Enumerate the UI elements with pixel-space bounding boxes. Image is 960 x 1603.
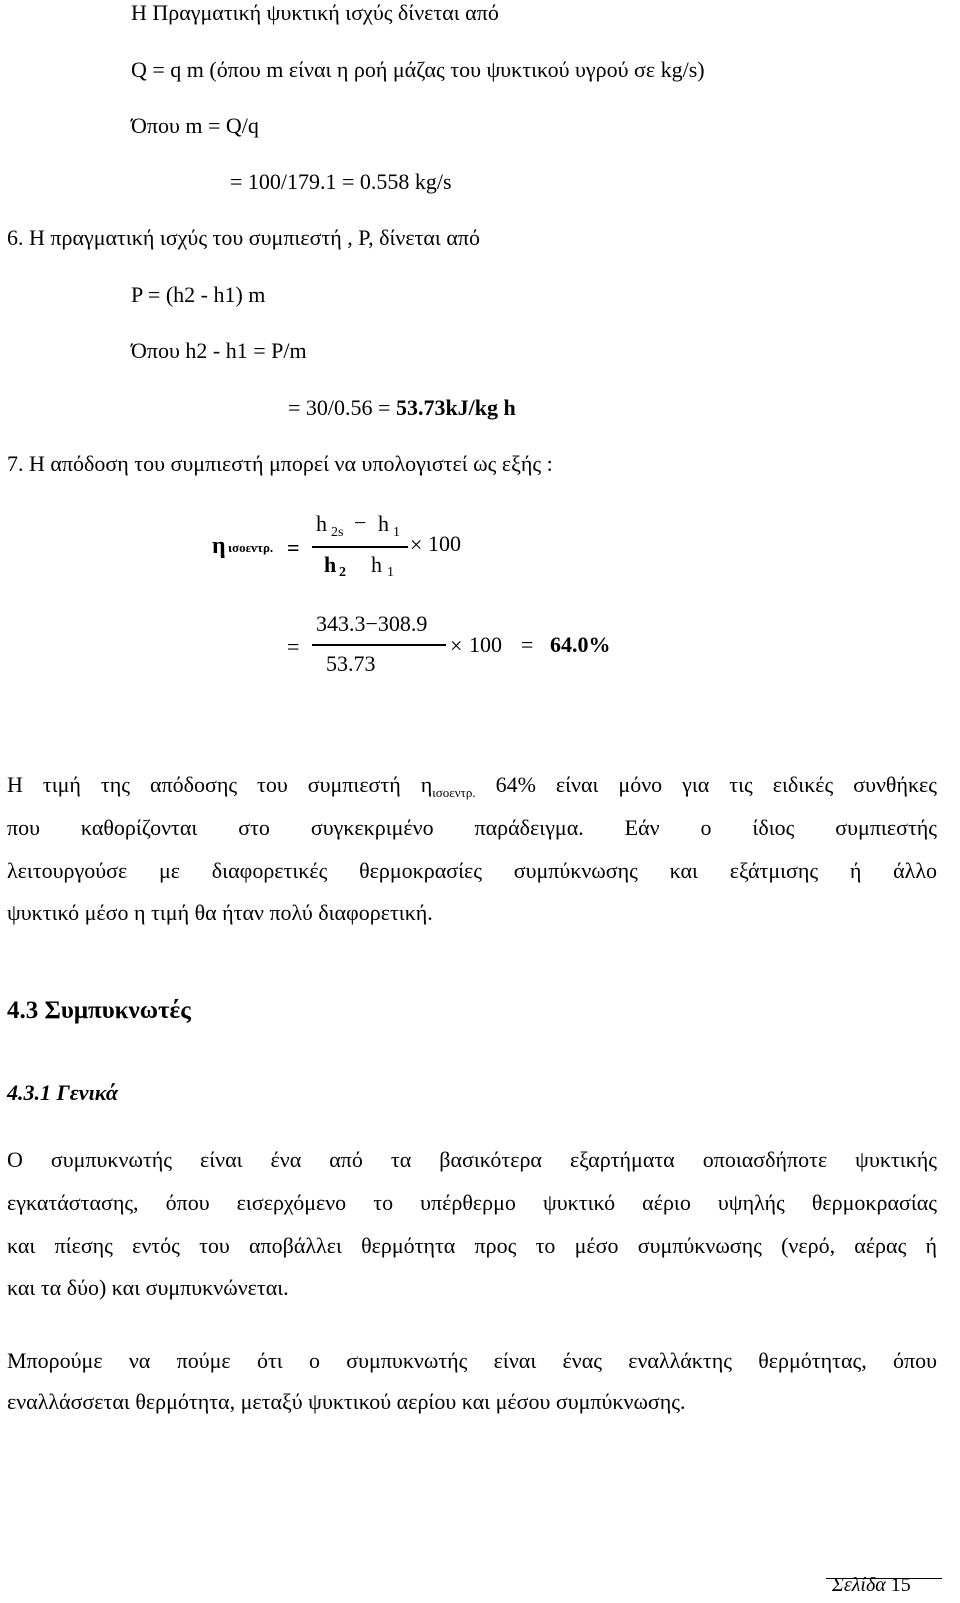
denominator: 53.73 xyxy=(326,651,376,676)
equals-sign: = xyxy=(287,634,300,659)
times-sign: × xyxy=(450,633,463,658)
paragraph-line: που καθορίζονται στο συγκεκριμένο παράδειγμα. Εάν ο ίδιος συμπιεστής xyxy=(7,815,937,840)
text-line: Η Πραγματική ψυκτική ισχύς δίνεται από xyxy=(131,0,499,25)
page-footer xyxy=(832,1575,911,1595)
equals-sign: = xyxy=(287,535,300,560)
eta-symbol: η xyxy=(212,533,226,559)
paragraph-line: ψυκτικό μέσο η τιμή θα ήταν πολύ διαφορετική. xyxy=(7,900,433,925)
section-heading: 4.3 Συμπυκνωτές xyxy=(7,997,191,1024)
times-sign: × xyxy=(410,532,423,557)
equation-line xyxy=(288,397,516,419)
equation-line: Q = q m (όπου m είναι η ροή μάζας του ψυκτικού υγρού σε kg/s) xyxy=(131,57,705,82)
eta-subscript: ισοεντρ. xyxy=(228,540,274,555)
equation-part: = 30/0.56 = xyxy=(288,395,391,420)
paragraph-line: εγκατάστασης, όπου εισερχόμενο το υπέρθερμο ψυκτικό αέριο υψηλής θερμοκρασίας xyxy=(7,1190,937,1215)
fraction-bar xyxy=(312,644,446,646)
denominator-h1-sub: 1 xyxy=(387,565,394,580)
paragraph-line: Ο συμπυκνωτής είναι ένα από τα βασικότερα εξαρτήματα οποιασδήποτε ψυκτικής xyxy=(7,1147,937,1172)
factor: 100 xyxy=(469,632,502,657)
denominator-h1: h xyxy=(371,552,382,577)
page-number: 15 xyxy=(890,1574,911,1596)
equation-line: = 100/179.1 = 0.558 kg/s xyxy=(230,169,452,194)
numbered-item-7: 7. Η απόδοση του συμπιεστή μπορεί να υπολογιστεί ως εξής : xyxy=(7,451,553,476)
result: 64.0% xyxy=(550,632,611,657)
paragraph-line: και πίεσης εντός του αποβάλλει θερμότητα προς το μέσο συμπύκνωσης (νερό, αέρας ή xyxy=(7,1233,937,1258)
equation-result: 53.73kJ/kg h xyxy=(395,395,516,420)
page-label: Σελίδα xyxy=(832,1574,886,1596)
numerator: 343.3−308.9 xyxy=(316,611,428,636)
numbered-item-6: 6. Η πραγματική ισχύς του συμπιεστή , P, δίνεται από xyxy=(7,225,480,250)
paragraph-line: και τα δύο) και συμπυκνώνεται. xyxy=(7,1275,289,1300)
numerator-h1-sub: 1 xyxy=(393,525,400,540)
equation-line: P = (h2 - h1) m xyxy=(131,282,266,307)
paragraph-line: εναλλάσσεται θερμότητα, μεταξύ ψυκτικού αερίου και μέσου συμπύκνωσης. xyxy=(7,1389,686,1414)
denominator-h: h xyxy=(324,552,337,577)
paragraph-line: Η τιμή της απόδοσης του συμπιεστή $\eta_{\iota\sigma o\varepsilon\nu\tau\rho.}$ 64% είναι μόνο για τις ειδικές συνθήκες xyxy=(7,772,937,800)
subsection-heading: 4.3.1 Γενικά xyxy=(7,1080,119,1105)
equation-line: Όπου m = Q/q xyxy=(131,113,259,138)
numerator-h: h xyxy=(316,511,327,536)
factor: 100 xyxy=(428,531,461,556)
fraction-bar xyxy=(312,546,408,548)
equation-line: Όπου h2 - h1 = P/m xyxy=(131,338,307,363)
numerator-h-sub: 2s xyxy=(331,525,344,540)
denominator-h-sub: 2 xyxy=(339,565,346,580)
minus-sign: − xyxy=(354,510,367,535)
numerator-h1: h xyxy=(378,511,389,536)
paragraph-line: Μπορούμε να πούμε ότι ο συμπυκνωτής είναι ένας εναλλάκτης θερμότητας, όπου xyxy=(7,1348,937,1373)
paragraph-line: λειτουργούσε με διαφορετικές θερμοκρασίες συμπύκνωσης και εξάτμισης ή άλλο xyxy=(7,858,937,883)
equals-sign-2: = xyxy=(521,632,534,657)
